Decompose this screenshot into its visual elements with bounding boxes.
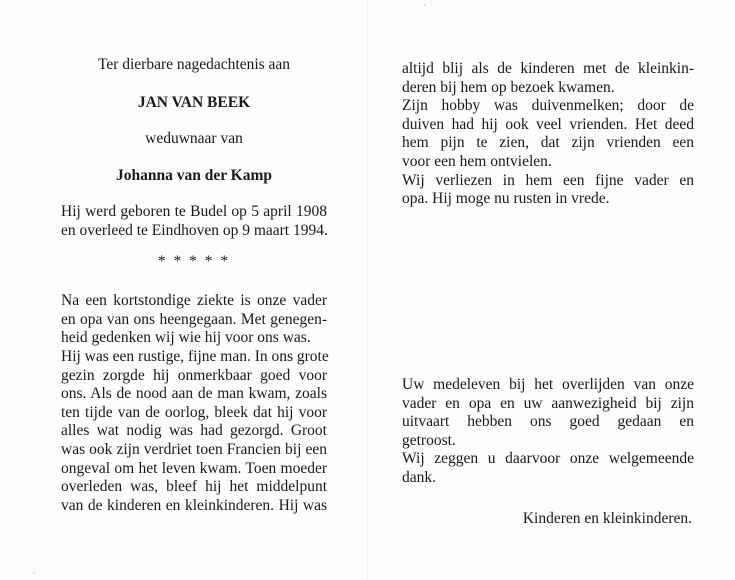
body-line: ons. Als de nood aan de man kwam, zoals bbox=[61, 385, 327, 403]
birth-line: Hij werd geboren te Budel op 5 april 1908 bbox=[61, 203, 327, 221]
body-line: overleden was, bleef hij het middelpunt bbox=[61, 478, 327, 496]
body-line: Na een kortstondige ziekte is onze vader bbox=[61, 292, 327, 310]
thanks-line: uitvaart hebben ons goed gedaan en bbox=[402, 413, 694, 431]
body-line: opa. Hij moge nu rusten in vrede. bbox=[402, 190, 610, 208]
body-line: alles wat nodig was had gezorgd. Groot bbox=[61, 422, 327, 440]
dust-speck bbox=[424, 4, 426, 6]
body-line: deren bij hem op bezoek kwamen. bbox=[402, 78, 615, 96]
thanks-line: getroost. bbox=[402, 431, 456, 449]
death-line: en overleed te Eindhoven op 9 maart 1994. bbox=[61, 221, 328, 239]
dust-speck bbox=[33, 572, 35, 574]
thanks-line: Wij zeggen u daarvoor onze welgemeende bbox=[402, 450, 694, 468]
body-line: was ook zijn verdriet toen Francien bij een bbox=[61, 440, 327, 458]
body-line: hem pijn te zien, dat zijn vrienden een bbox=[402, 134, 694, 152]
right-panel bbox=[402, 60, 694, 209]
left-body-text bbox=[61, 292, 327, 515]
body-line: van de kinderen en kleinkinderen. Hij was bbox=[61, 496, 327, 514]
thanks-paragraph bbox=[402, 376, 694, 488]
thanks-line: Uw medeleven bij het overlijden van onze bbox=[402, 376, 694, 393]
body-line: en opa van ons heengegaan. Met genegen- bbox=[61, 310, 327, 328]
body-line: duiven had hij ook veel vrienden. Het deed bbox=[402, 115, 694, 133]
body-line: Wij verliezen in hem een fijne vader en bbox=[402, 171, 694, 189]
family-signoff: Kinderen en kleinkinderen. bbox=[522, 510, 692, 527]
left-panel bbox=[61, 56, 327, 515]
dedication-intro: Ter dierbare nagedachtenis aan bbox=[97, 56, 291, 73]
body-line: Zijn hobby was duivenmelken; door de bbox=[402, 97, 694, 115]
thanks-line: vader en opa en uw aanwezigheid bij zijn bbox=[402, 394, 694, 412]
body-line: Hij was een rustige, fijne man. In ons grote bbox=[61, 347, 329, 365]
birth-death-info bbox=[61, 203, 327, 240]
separator-stars: * * * * * bbox=[157, 252, 231, 270]
body-line: gezin zorgde hij onmerkbaar goed voor bbox=[61, 366, 327, 384]
center-fold bbox=[367, 0, 368, 580]
body-line: voor een hem ontvielen. bbox=[402, 152, 552, 170]
body-line: altijd blij als de kinderen met de kleinkin- bbox=[402, 60, 694, 77]
body-line: ongeval om het leven kwam. Toen moeder bbox=[61, 459, 327, 477]
deceased-name: JAN VAN BEEK bbox=[137, 93, 251, 111]
spouse-name: Johanna van der Kamp bbox=[115, 166, 273, 184]
thanks-line: dank. bbox=[402, 468, 437, 486]
body-line: heid gedenken wij wie hij voor ons was. bbox=[61, 329, 311, 347]
relation-text: weduwnaar van bbox=[145, 130, 243, 148]
body-line: ten tijde van de oorlog, bleek dat hij voor bbox=[61, 403, 327, 421]
